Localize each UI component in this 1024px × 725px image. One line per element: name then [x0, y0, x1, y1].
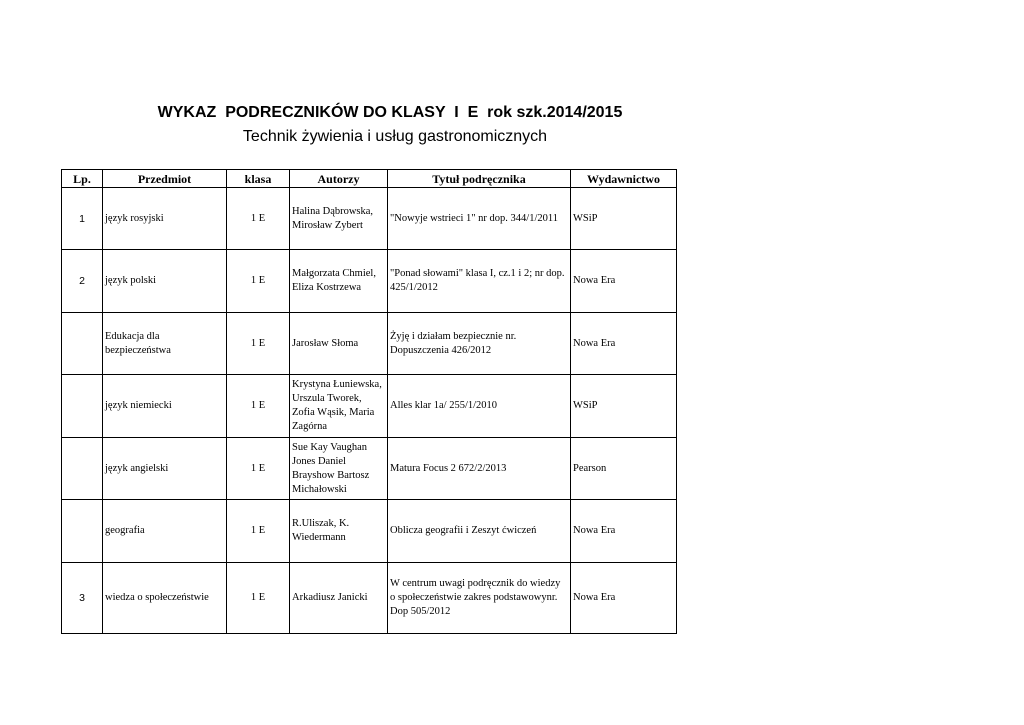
cell-lp: [62, 438, 103, 500]
document-subtitle: Technik żywienia i usług gastronomicznych: [242, 128, 548, 145]
table-row: [62, 438, 677, 500]
cell-authors: Sue Kay Vaughan Jones Daniel Brayshow Bartosz Michałowski: [290, 438, 388, 500]
cell-klasa: 1 E: [227, 188, 290, 250]
cell-book-title: Matura Focus 2 672/2/2013: [388, 438, 571, 500]
cell-lp: [62, 500, 103, 563]
table-row: [62, 500, 677, 563]
cell-publisher: WSiP: [571, 375, 677, 438]
cell-klasa: 1 E: [227, 375, 290, 438]
cell-book-title: "Ponad słowami" klasa I, cz.1 i 2; nr dop. 425/1/2012: [388, 250, 571, 313]
cell-lp: 2: [62, 250, 103, 313]
cell-subject: Edukacja dla bezpieczeństwa: [103, 313, 227, 375]
table-row: [62, 188, 677, 250]
cell-book-title: W centrum uwagi podręcznik do wiedzy o społeczeństwie zakres podstawowynr. Dop 505/2012: [388, 563, 571, 634]
cell-klasa: 1 E: [227, 563, 290, 634]
cell-klasa: 1 E: [227, 438, 290, 500]
table-row: [62, 313, 677, 375]
header-authors: Autorzy: [290, 170, 388, 188]
cell-subject: język polski: [103, 250, 227, 313]
cell-authors: Arkadiusz Janicki: [290, 563, 388, 634]
cell-authors: Krystyna Łuniewska, Urszula Tworek, Zofia Wąsik, Maria Zagórna: [290, 375, 388, 438]
cell-lp: [62, 313, 103, 375]
cell-klasa: 1 E: [227, 500, 290, 563]
cell-book-title: "Nowyje wstrieci 1" nr dop. 344/1/2011: [388, 188, 571, 250]
cell-publisher: Nowa Era: [571, 250, 677, 313]
cell-subject: wiedza o społeczeństwie: [103, 563, 227, 634]
header-publisher: Wydawnictwo: [571, 170, 677, 188]
cell-lp: 3: [62, 563, 103, 634]
table-row: [62, 563, 677, 634]
cell-publisher: Nowa Era: [571, 563, 677, 634]
table-header-row: [62, 170, 677, 188]
cell-subject: geografia: [103, 500, 227, 563]
cell-book-title: Oblicza geografii i Zeszyt ćwiczeń: [388, 500, 571, 563]
table-row: [62, 250, 677, 313]
cell-klasa: 1 E: [227, 313, 290, 375]
cell-klasa: 1 E: [227, 250, 290, 313]
cell-authors: Halina Dąbrowska, Mirosław Zybert: [290, 188, 388, 250]
cell-lp: [62, 375, 103, 438]
cell-authors: R.Uliszak, K. Wiedermann: [290, 500, 388, 563]
cell-subject: język rosyjski: [103, 188, 227, 250]
document-title: WYKAZ PODRECZNIKÓW DO KLASY I E rok szk.2014/2015: [157, 104, 623, 121]
cell-subject: język angielski: [103, 438, 227, 500]
cell-authors: Jarosław Słoma: [290, 313, 388, 375]
cell-publisher: Pearson: [571, 438, 677, 500]
cell-book-title: Alles klar 1a/ 255/1/2010: [388, 375, 571, 438]
header-klasa: klasa: [227, 170, 290, 188]
header-book-title: Tytuł podręcznika: [388, 170, 571, 188]
cell-subject: język niemiecki: [103, 375, 227, 438]
header-subject: Przedmiot: [103, 170, 227, 188]
cell-lp: 1: [62, 188, 103, 250]
cell-book-title: Żyję i działam bezpiecznie nr. Dopuszczenia 426/2012: [388, 313, 571, 375]
header-lp: Lp.: [62, 170, 103, 188]
cell-publisher: Nowa Era: [571, 313, 677, 375]
table-row: [62, 375, 677, 438]
cell-authors: Małgorzata Chmiel, Eliza Kostrzewa: [290, 250, 388, 313]
textbook-table: [61, 169, 677, 634]
cell-publisher: Nowa Era: [571, 500, 677, 563]
cell-publisher: WSiP: [571, 188, 677, 250]
